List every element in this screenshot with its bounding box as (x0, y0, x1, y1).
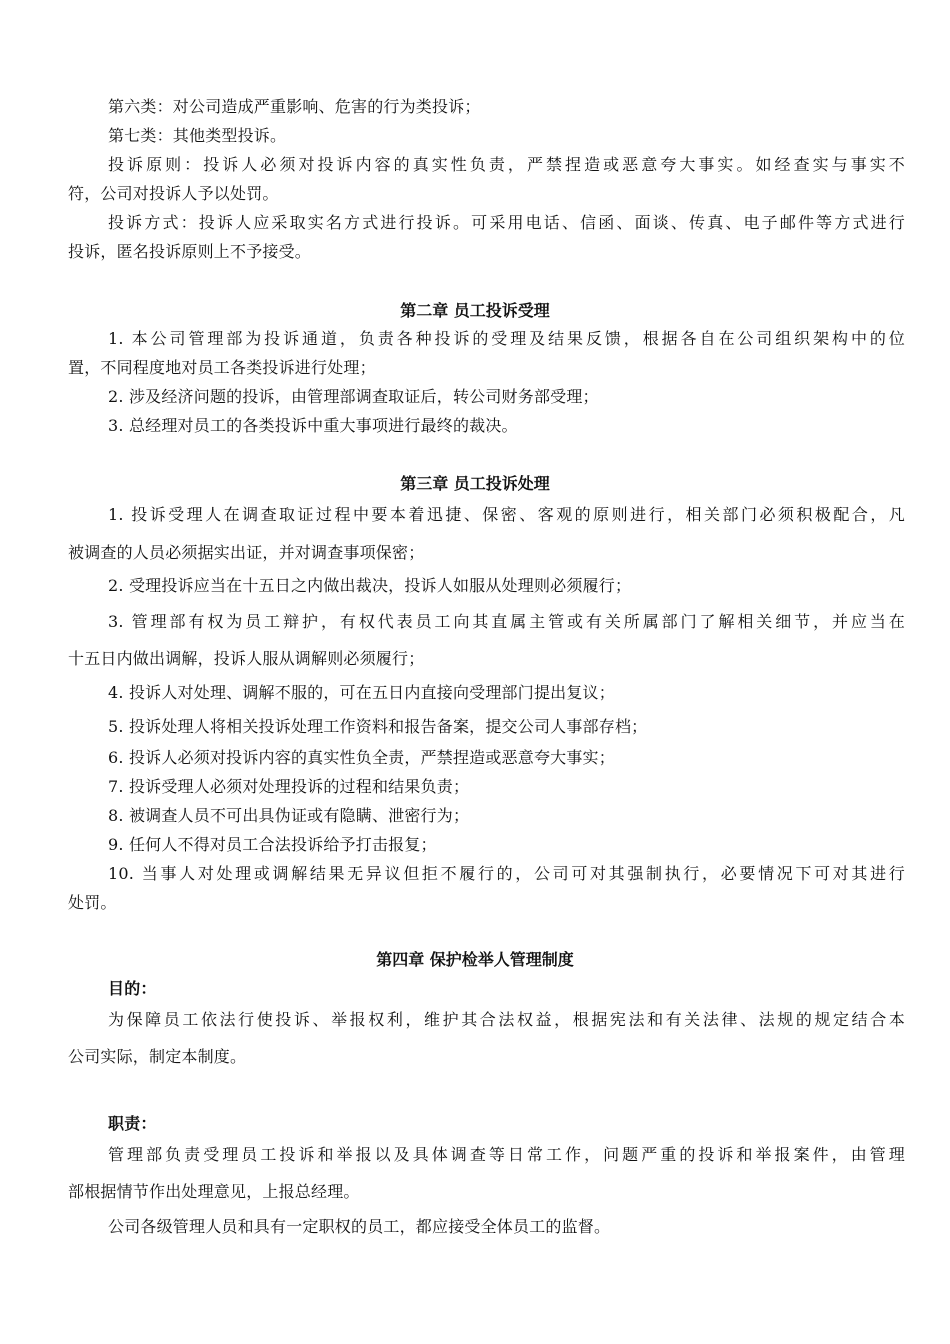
chapter-3-item-3-line1: 3. 管理部有权为员工辩护，有权代表员工向其直属主管或有关所属部门了解相关细节，并应当在 (108, 612, 905, 631)
purpose-label: 目的： (108, 979, 157, 998)
duty-text-line1: 管理部负责受理员工投诉和举报以及具体调查等日常工作，问题严重的投诉和举报案件，由管理 (108, 1145, 905, 1164)
chapter-3-item-10-line1: 10. 当事人对处理或调解结果无异议但拒不履行的，公司可对其强制执行，必要情况下可对其进行 (108, 864, 905, 883)
duty-text-line3: 公司各级管理人员和具有一定职权的员工，都应接受全体员工的监督。 (108, 1217, 611, 1236)
chapter-3-item-3-line2: 十五日内做出调解，投诉人服从调解则必须履行； (68, 649, 425, 668)
chapter-3-item-1-line2: 被调查的人员必须据实出证，并对调查事项保密； (68, 543, 425, 562)
chapter-3-item-10-line2: 处罚。 (68, 893, 117, 912)
complaint-method-line2: 投诉，匿名投诉原则上不予接受。 (68, 242, 312, 261)
complaint-category-7: 第七类：其他类型投诉。 (108, 126, 287, 145)
chapter-2-item-3: 3. 总经理对员工的各类投诉中重大事项进行最终的裁决。 (108, 416, 518, 435)
chapter-4-heading: 第四章 保护检举人管理制度 (376, 950, 574, 969)
chapter-3-item-2: 2. 受理投诉应当在十五日之内做出裁决，投诉人如服从处理则必须履行； (108, 576, 632, 595)
purpose-text-line2: 公司实际，制定本制度。 (68, 1047, 247, 1066)
chapter-3-item-6: 6. 投诉人必须对投诉内容的真实性负全责，严禁捏造或恶意夸大事实； (108, 748, 615, 767)
chapter-3-item-5: 5. 投诉处理人将相关投诉处理工作资料和报告备案，提交公司人事部存档； (108, 717, 648, 736)
duty-label: 职责： (108, 1114, 157, 1133)
chapter-2-item-2: 2. 涉及经济问题的投诉，由管理部调查取证后，转公司财务部受理； (108, 387, 599, 406)
chapter-2-heading: 第二章 员工投诉受理 (400, 301, 550, 320)
duty-text-line2: 部根据情节作出处理意见，上报总经理。 (68, 1182, 360, 1201)
chapter-3-item-8: 8. 被调查人员不可出具伪证或有隐瞒、泄密行为； (108, 806, 470, 825)
chapter-3-heading: 第三章 员工投诉处理 (400, 474, 550, 493)
chapter-3-item-4: 4. 投诉人对处理、调解不服的，可在五日内直接向受理部门提出复议； (108, 683, 615, 702)
complaint-method-line1: 投诉方式：投诉人应采取实名方式进行投诉。可采用电话、信函、面谈、传真、电子邮件等方式进行 (108, 213, 905, 232)
chapter-3-item-9: 9. 任何人不得对员工合法投诉给予打击报复； (108, 835, 437, 854)
chapter-2-item-1-line1: 1. 本公司管理部为投诉通道，负责各种投诉的受理及结果反馈，根据各自在公司组织架构中的位 (108, 329, 905, 348)
chapter-3-item-1-line1: 1. 投诉受理人在调查取证过程中要本着迅捷、保密、客观的原则进行，相关部门必须积极配合，凡 (108, 505, 905, 524)
chapter-2-item-1-line2: 置，不同程度地对员工各类投诉进行处理； (68, 358, 376, 377)
complaint-principle-line1: 投诉原则：投诉人必须对投诉内容的真实性负责，严禁捏造或恶意夸大事实。如经查实与事实不 (108, 155, 905, 174)
complaint-principle-line2: 符，公司对投诉人予以处罚。 (68, 184, 279, 203)
purpose-text-line1: 为保障员工依法行使投诉、举报权利，维护其合法权益，根据宪法和有关法律、法规的规定结合本 (108, 1010, 905, 1029)
complaint-category-6: 第六类：对公司造成严重影响、危害的行为类投诉； (108, 97, 481, 116)
chapter-3-item-7: 7. 投诉受理人必须对处理投诉的过程和结果负责； (108, 777, 470, 796)
